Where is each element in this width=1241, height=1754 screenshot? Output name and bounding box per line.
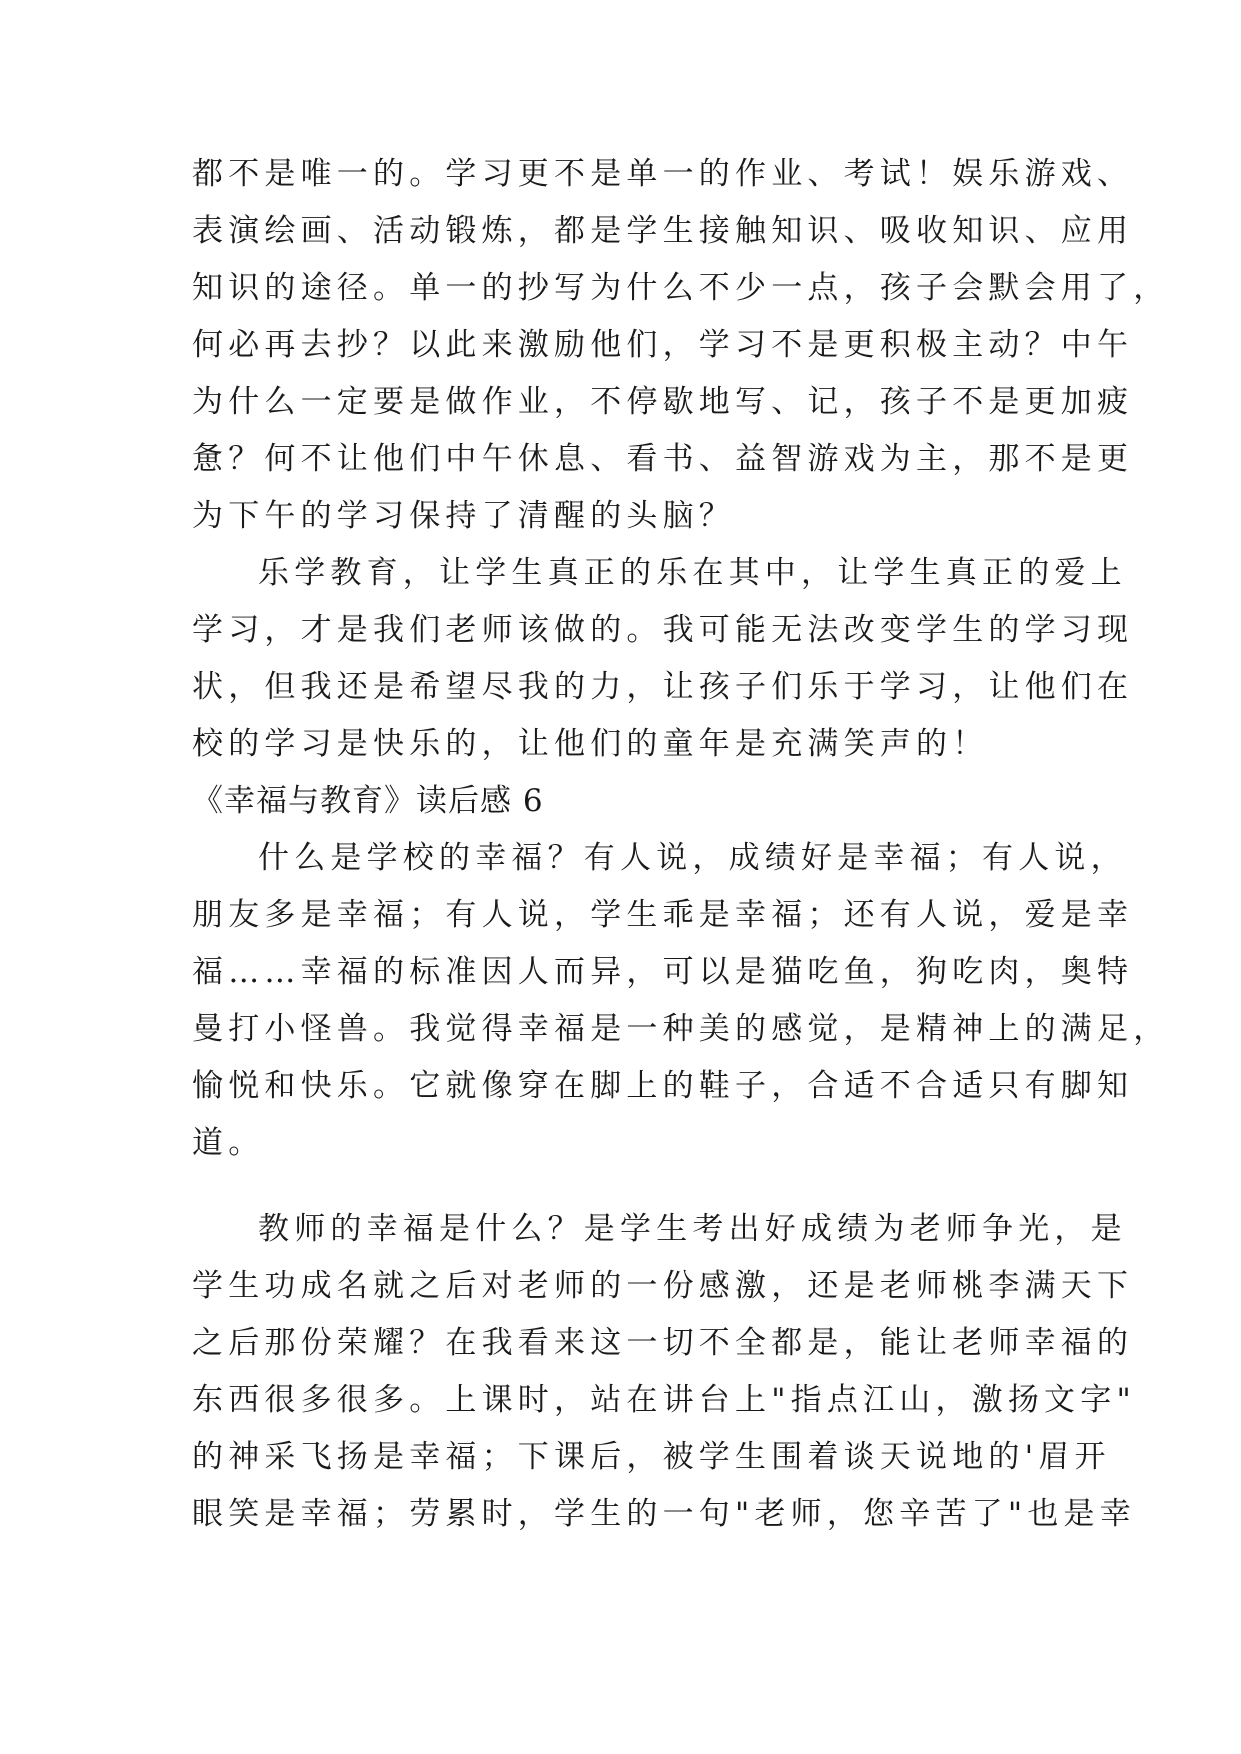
text-line: 表演绘画、活动锻炼，都是学生接触知识、吸收知识、应用: [192, 213, 1134, 249]
text-line: 都不是唯一的。学习更不是单一的作业、考试！娱乐游戏、: [192, 156, 1134, 192]
paragraph-first-line: 什么是学校的幸福？有人说，成绩好是幸福；有人说，: [258, 840, 1127, 876]
text-line: 何必再去抄？以此来激励他们，学习不是更积极主动？中午: [192, 327, 1134, 363]
text-line: 的神采飞扬是幸福；下课后，被学生围着谈天说地的'眉开: [192, 1439, 1111, 1475]
text-line: 状，但我还是希望尽我的力，让孩子们乐于学习，让他们在: [192, 669, 1134, 705]
text-line: 学生功成名就之后对老师的一份感激，还是老师桃李满天下: [192, 1268, 1134, 1304]
text-line: 福……幸福的标准因人而异，可以是猫吃鱼，狗吃肉，奥特: [192, 954, 1134, 990]
text-line: 为什么一定要是做作业，不停歇地写、记，孩子不是更加疲: [192, 384, 1134, 420]
text-line: 惫？何不让他们中午休息、看书、益智游戏为主，那不是更: [192, 441, 1134, 477]
text-line: 知识的途径。单一的抄写为什么不少一点，孩子会默会用了，: [192, 270, 1170, 306]
paragraph-first-line: 乐学教育，让学生真正的乐在其中，让学生真正的爱上: [258, 555, 1127, 591]
text-line: 朋友多是幸福；有人说，学生乖是幸福；还有人说，爱是幸: [192, 897, 1134, 933]
text-line: 眼笑是幸福；劳累时，学生的一句"老师，您辛苦了"也是幸: [192, 1496, 1136, 1532]
text-line: 道。: [192, 1125, 265, 1161]
text-line: 校的学习是快乐的，让他们的童年是充满笑声的！: [192, 726, 989, 762]
text-line: 为下午的学习保持了清醒的头脑？: [192, 498, 735, 534]
paragraph-first-line: 教师的幸福是什么？是学生考出好成绩为老师争光，是: [258, 1211, 1127, 1247]
text-line: 学习，才是我们老师该做的。我可能无法改变学生的学习现: [192, 612, 1134, 648]
section-heading: 《幸福与教育》读后感 6: [192, 783, 544, 819]
text-line: 愉悦和快乐。它就像穿在脚上的鞋子，合适不合适只有脚知: [192, 1068, 1134, 1104]
text-line: 之后那份荣耀？在我看来这一切不全都是，能让老师幸福的: [192, 1325, 1134, 1361]
text-line: 曼打小怪兽。我觉得幸福是一种美的感觉，是精神上的满足，: [192, 1011, 1170, 1047]
text-line: 东西很多很多。上课时，站在讲台上"指点江山，激扬文字": [192, 1382, 1136, 1418]
